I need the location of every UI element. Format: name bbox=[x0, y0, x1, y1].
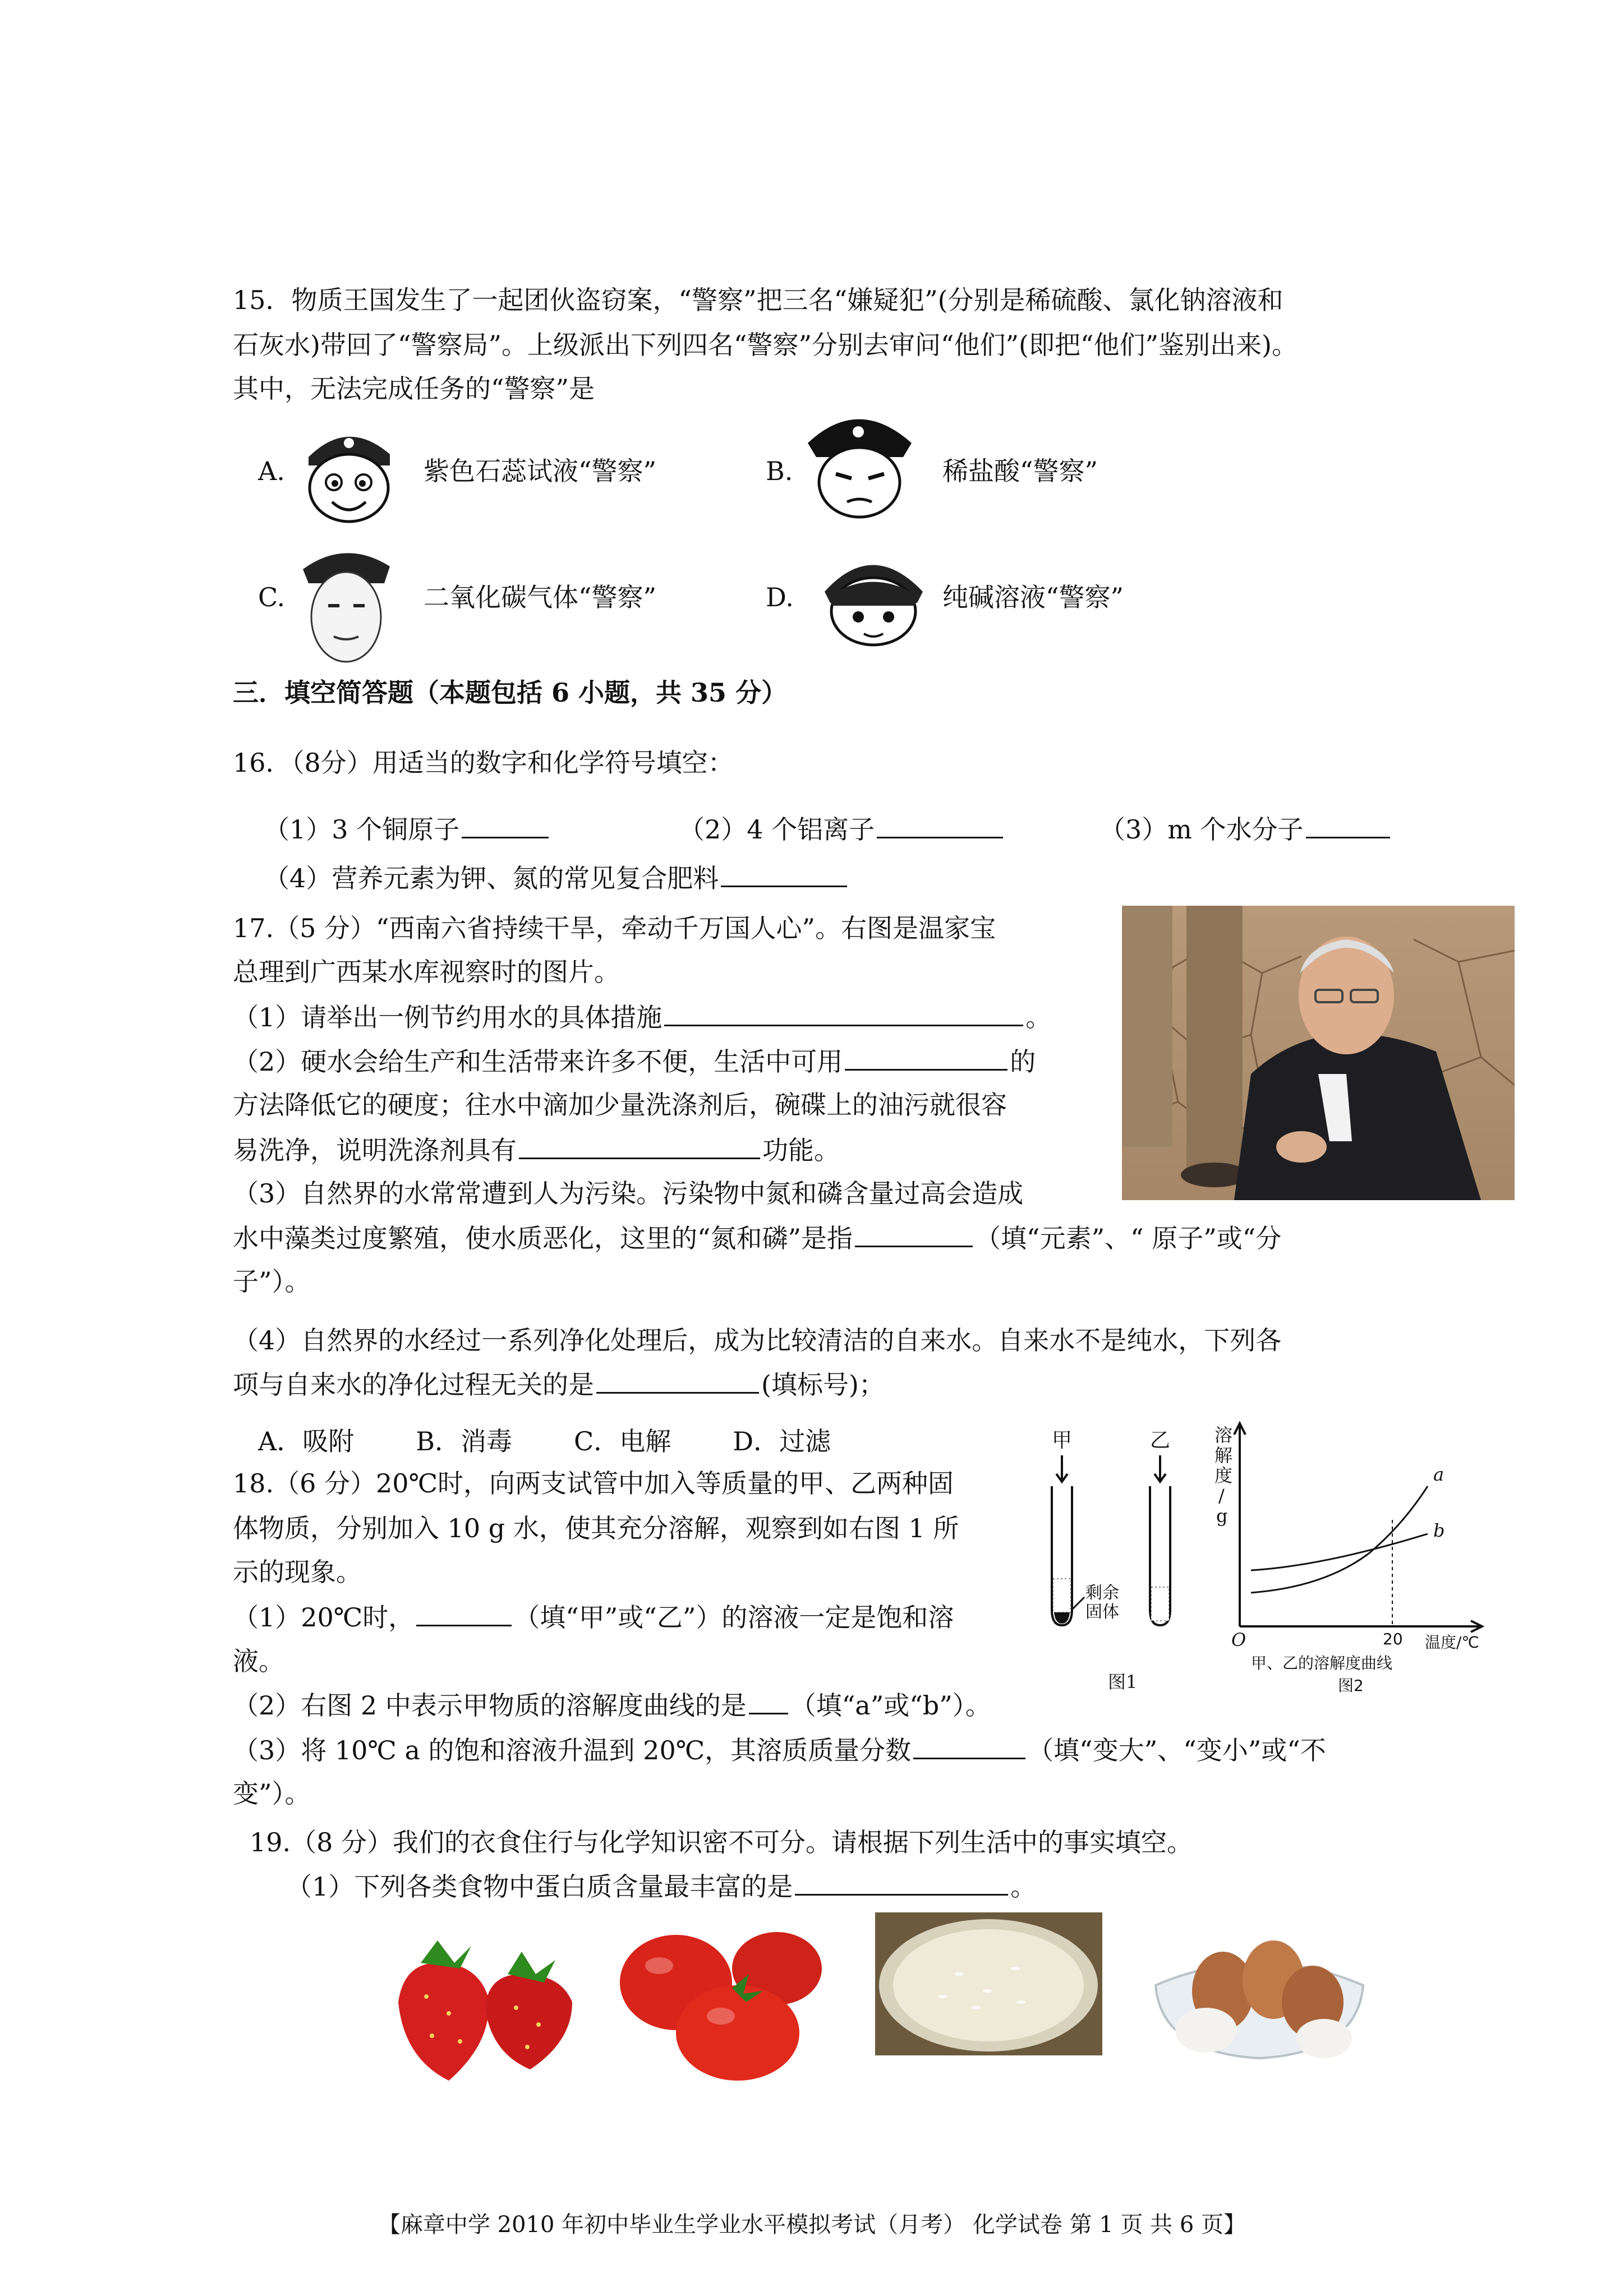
drought-inspection-photo bbox=[1122, 906, 1515, 1200]
q18-q2-end: （填“a”或“b”）。 bbox=[790, 1690, 991, 1721]
q16-part1 bbox=[264, 812, 551, 846]
q17-q2b-end: 功能。 bbox=[762, 1135, 840, 1165]
q17-answer4-blank[interactable] bbox=[855, 1221, 973, 1247]
q17-choice-b: B．消毒 bbox=[416, 1426, 513, 1456]
q19-q1-text: （1）下列各类食物中蛋白质含量最丰富的是 bbox=[286, 1871, 793, 1902]
q17-q1-end: 。 bbox=[1025, 1002, 1052, 1032]
q16-answer4-blank[interactable] bbox=[721, 861, 847, 887]
q17-line4 bbox=[233, 1044, 1036, 1078]
figure1-test-tubes bbox=[1041, 1424, 1214, 1694]
q17-q2-text: （2）硬水会给生产和生活带来许多不便，生活中可用 bbox=[233, 1046, 843, 1077]
q17-line7: （3）自然界的水常常遭到人为污染。污染物中氮和磷含量过高会造成 bbox=[233, 1178, 1024, 1209]
q16-part1-label: （1）3 个铜原子 bbox=[264, 814, 460, 845]
q17-q3-end: （填“元素”、“ 原子”或“分 bbox=[975, 1223, 1282, 1253]
x-tick-20: 20 bbox=[1383, 1630, 1403, 1648]
q17-q2-end: 的 bbox=[1010, 1046, 1036, 1077]
x-axis-label: 温度/℃ bbox=[1425, 1633, 1479, 1652]
q17-answer2-blank[interactable] bbox=[845, 1044, 1007, 1071]
q18-q1-text: （1）20℃时， bbox=[233, 1602, 415, 1633]
q17-choice-d: D．过滤 bbox=[733, 1426, 831, 1456]
q18-q3-end: （填“变大”、“变小”或“不 bbox=[1028, 1735, 1326, 1765]
police-officer-c-icon bbox=[295, 541, 398, 667]
q18-line1: 18.（6 分）20℃时，向两支试管中加入等质量的甲、乙两种固 bbox=[233, 1468, 954, 1499]
section3-title: 三．填空简答题（本题包括 6 小题，共 35 分） bbox=[233, 677, 788, 708]
option-b-text: 稀盐酸“警察” bbox=[942, 456, 1098, 486]
tube-label-jia: 甲 bbox=[1052, 1429, 1073, 1452]
police-cartoon-d-icon bbox=[819, 547, 928, 651]
q17-line9: 子”）。 bbox=[233, 1266, 311, 1297]
q17-line1: 17.（5 分）“西南六省持续干旱，牵动千万国人心”。右图是温家宝 bbox=[233, 913, 996, 943]
q16-part3-label: （3）m 个水分子 bbox=[1099, 814, 1304, 845]
origin-label: O bbox=[1231, 1629, 1246, 1650]
tube-label-yi: 乙 bbox=[1150, 1429, 1171, 1452]
q19-line2 bbox=[286, 1869, 1036, 1903]
q18-q1-end: （填“甲”或“乙”）的溶液一定是饱和溶 bbox=[514, 1602, 954, 1633]
q19-line1: 19.（8 分）我们的衣食住行与化学知识密不可分。请根据下列生活中的事实填空。 bbox=[250, 1827, 1193, 1857]
figure2-caption: 图2 bbox=[1338, 1676, 1364, 1695]
q17-answer5-blank[interactable] bbox=[596, 1367, 759, 1394]
q17-q2b-text: 易洗净，说明洗涤剂具有 bbox=[233, 1135, 517, 1165]
page-footer: 【麻章中学 2010 年初中毕业生学业水平模拟考试（月考） 化学试卷 第 1 页 共 6 页】 bbox=[378, 2212, 1246, 2238]
q18-answer3-blank[interactable] bbox=[913, 1733, 1025, 1759]
figure1-caption: 图1 bbox=[1108, 1671, 1138, 1693]
q18-answer1-blank[interactable] bbox=[416, 1600, 512, 1626]
option-c-letter: C. bbox=[258, 582, 286, 612]
curve-b-label: b bbox=[1433, 1520, 1445, 1541]
q17-q3-text: 水中藻类过度繁殖，使水质恶化，这里的“氮和磷”是指 bbox=[233, 1223, 853, 1253]
curve-a-line bbox=[1251, 1486, 1428, 1593]
curve-b-line bbox=[1251, 1534, 1428, 1570]
q16-answer1-blank[interactable] bbox=[462, 812, 549, 838]
q16-stem: 16．（8分）用适当的数字和化学符号填空： bbox=[233, 748, 734, 778]
strawberry-image bbox=[387, 1929, 600, 2086]
figure2-title: 甲、乙的溶解度曲线 bbox=[1251, 1654, 1393, 1672]
y-axis-label: 溶解度/ g bbox=[1214, 1424, 1233, 1527]
option-b-letter: B. bbox=[766, 456, 793, 486]
option-d-text: 纯碱溶液“警察” bbox=[942, 582, 1124, 612]
q17-line10: （4）自然界的水经过一系列净化处理后，成为比较清洁的自来水。自来水不是纯水，下列各 bbox=[233, 1325, 1282, 1356]
option-c-text: 二氧化碳气体“警察” bbox=[424, 582, 657, 612]
q16-part4-label: （4）营养元素为钾、氮的常见复合肥料 bbox=[264, 863, 719, 893]
option-a-letter: A. bbox=[258, 456, 285, 486]
q17-choice-c: C．电解 bbox=[574, 1426, 671, 1456]
q17-q4-text: 项与自来水的净化过程无关的是 bbox=[233, 1370, 594, 1400]
rice-image bbox=[875, 1912, 1102, 2055]
option-d-letter: D. bbox=[766, 582, 794, 612]
q15-line2: 石灰水)带回了“警察局”。上级派出下列四名“警察”分别去审问“他们”(即把“他们”鉴别出来)。 bbox=[233, 330, 1298, 360]
q16-part2 bbox=[679, 812, 1005, 846]
q17-q1-text: （1）请举出一例节约用水的具体措施 bbox=[233, 1002, 663, 1032]
q19-answer1-blank[interactable] bbox=[795, 1869, 1008, 1896]
q18-answer2-blank[interactable] bbox=[749, 1688, 788, 1714]
q18-line2: 体物质，分别加入 10 g 水，使其充分溶解，观察到如右图 1 所 bbox=[233, 1513, 959, 1543]
q15-line1: 15．物质王国发生了一起团伙盗窃案，“警察”把三名“嫌疑犯”(分别是稀硫酸、氯化钠溶液和 bbox=[233, 285, 1283, 315]
q18-line3: 示的现象。 bbox=[233, 1557, 362, 1587]
q17-line6 bbox=[233, 1133, 840, 1167]
q18-line7 bbox=[233, 1733, 1326, 1767]
q17-line2: 总理到广西某水库视察时的图片。 bbox=[233, 957, 620, 987]
option-a-text: 紫色石蕊试液“警察” bbox=[424, 456, 657, 486]
figure2-solubility-curves bbox=[1212, 1419, 1520, 1699]
q15-line3: 其中，无法完成任务的“警察”是 bbox=[233, 374, 595, 404]
q16-answer3-blank[interactable] bbox=[1306, 812, 1390, 838]
tomato-image bbox=[614, 1921, 833, 2083]
q18-q3-text: （3）将 10℃ a 的饱和溶液升温到 20℃，其溶质质量分数 bbox=[233, 1735, 912, 1765]
q16-part4 bbox=[264, 861, 849, 895]
q18-line8: 变”）。 bbox=[233, 1778, 311, 1809]
q16-answer2-blank[interactable] bbox=[877, 812, 1003, 838]
q17-q4-end: (填标号)； bbox=[761, 1370, 885, 1400]
curve-a-label: a bbox=[1433, 1464, 1444, 1485]
q17-line11 bbox=[233, 1367, 885, 1401]
police-cartoon-b-icon bbox=[802, 401, 917, 522]
q18-line6 bbox=[233, 1688, 991, 1722]
q17-answer3-blank[interactable] bbox=[519, 1133, 760, 1159]
q16-part3 bbox=[1099, 812, 1392, 846]
q17-line8 bbox=[233, 1221, 1281, 1255]
police-cartoon-a-icon bbox=[297, 418, 401, 524]
q17-choice-a: A．吸附 bbox=[258, 1426, 355, 1456]
q18-line4 bbox=[233, 1600, 954, 1634]
residue-label: 剩余固体 bbox=[1085, 1583, 1119, 1622]
q17-line5: 方法降低它的硬度；往水中滴加少量洗涤剂后，碗碟上的油污就很容 bbox=[233, 1090, 1007, 1120]
q17-choices bbox=[258, 1424, 892, 1458]
q19-q1-end: 。 bbox=[1010, 1871, 1037, 1902]
q17-line3 bbox=[233, 1000, 1051, 1034]
q18-q2-text: （2）右图 2 中表示甲物质的溶解度曲线的是 bbox=[233, 1690, 747, 1721]
q17-answer1-blank[interactable] bbox=[664, 1000, 1023, 1026]
q18-line5: 液。 bbox=[233, 1646, 284, 1676]
eggs-image bbox=[1144, 1918, 1374, 2061]
q16-part2-label: （2）4 个铝离子 bbox=[679, 814, 875, 845]
